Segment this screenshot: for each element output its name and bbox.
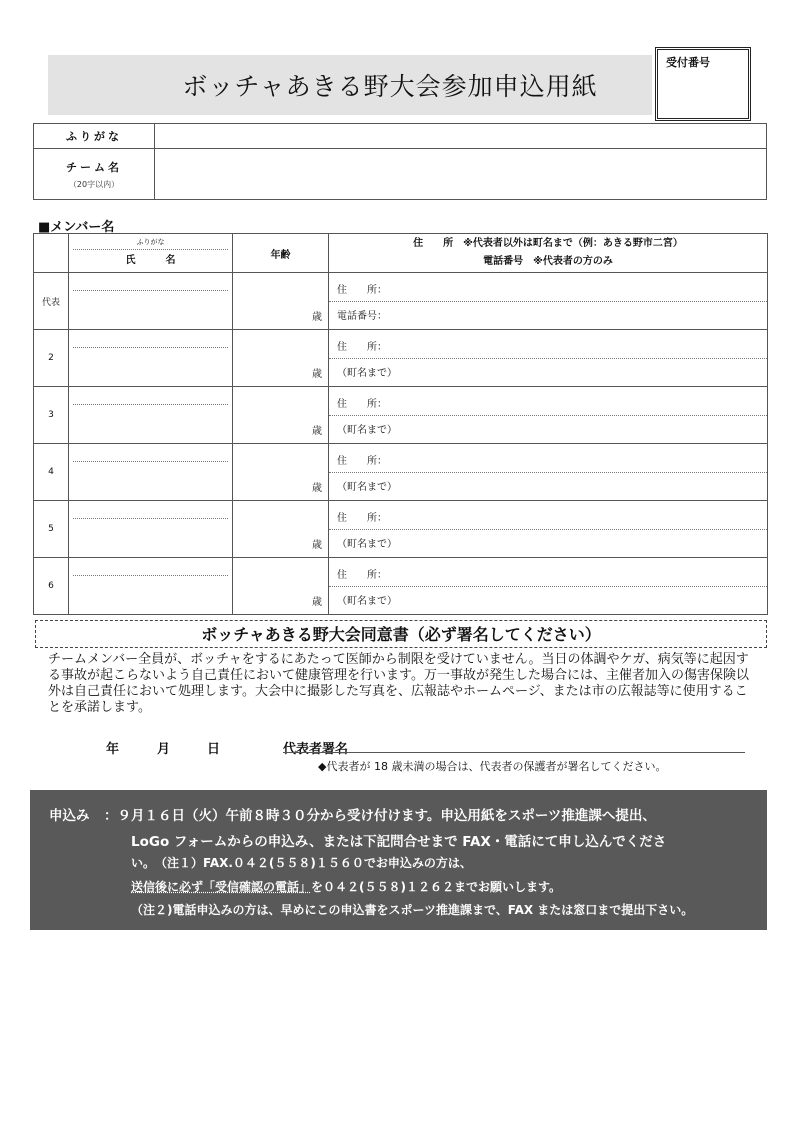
member-furigana-field[interactable] bbox=[73, 333, 228, 348]
member-name-field[interactable] bbox=[69, 405, 232, 440]
member-address-cell[interactable] bbox=[329, 330, 768, 387]
member-row bbox=[34, 330, 768, 387]
member-row bbox=[34, 501, 768, 558]
consent-title-box bbox=[35, 620, 767, 648]
apply-line-3: い。 （注１）FAX.０４２(５５８)１５６０でお申込みの方は、 bbox=[131, 856, 472, 870]
member-name-cell[interactable] bbox=[69, 273, 233, 330]
signature-line[interactable] bbox=[283, 752, 745, 753]
header-no bbox=[34, 234, 69, 273]
member-name-cell[interactable] bbox=[69, 501, 233, 558]
member-furigana-field[interactable] bbox=[73, 447, 228, 462]
team-name-note: （20字以内） bbox=[68, 179, 120, 189]
member-address-cell[interactable] bbox=[329, 387, 768, 444]
day-label: 日 bbox=[207, 742, 221, 757]
age-unit: 歳 bbox=[312, 369, 322, 380]
member-name-cell[interactable] bbox=[69, 387, 233, 444]
member-address-field[interactable]: 住 所： bbox=[329, 390, 767, 416]
member-number: 代表 bbox=[34, 273, 69, 330]
team-table bbox=[33, 123, 767, 200]
member-row bbox=[34, 387, 768, 444]
member-line2-field[interactable]: （町名まで） bbox=[337, 424, 397, 436]
header-address bbox=[329, 234, 768, 273]
team-name-label: チーム名 bbox=[66, 160, 122, 174]
member-address-field[interactable]: 住 所： bbox=[329, 561, 767, 587]
member-name-field[interactable] bbox=[69, 291, 232, 326]
member-name-field[interactable] bbox=[69, 519, 232, 554]
member-age-field[interactable] bbox=[233, 444, 329, 501]
member-name-cell[interactable] bbox=[69, 330, 233, 387]
member-number: 4 bbox=[34, 444, 69, 501]
age-unit: 歳 bbox=[312, 483, 322, 494]
member-address-field[interactable]: 住 所： bbox=[329, 447, 767, 473]
member-age-field[interactable] bbox=[233, 387, 329, 444]
receipt-number-box bbox=[655, 47, 751, 121]
member-row bbox=[34, 273, 768, 330]
member-line2-field[interactable]: 電話番号： bbox=[337, 310, 387, 322]
header-age: 年齢 bbox=[233, 234, 329, 273]
member-name-cell[interactable] bbox=[69, 444, 233, 501]
age-unit: 歳 bbox=[312, 312, 322, 323]
member-number: 2 bbox=[34, 330, 69, 387]
age-unit: 歳 bbox=[312, 597, 322, 608]
header-furigana: ふりがな bbox=[73, 235, 228, 250]
furigana-label: ふりがな bbox=[34, 124, 155, 149]
member-address-field[interactable]: 住 所： bbox=[329, 504, 767, 530]
year-label: 年 bbox=[106, 742, 120, 757]
header-name-label: 氏 名 bbox=[125, 254, 176, 266]
member-address-cell[interactable] bbox=[329, 558, 768, 615]
member-address-cell[interactable] bbox=[329, 444, 768, 501]
apply-line-2: LoGo フォームからの申込み、または下記問合せまで FAX・電話にて申し込んでくださ bbox=[131, 834, 667, 850]
month-label: 月 bbox=[157, 742, 171, 757]
member-address-cell[interactable] bbox=[329, 273, 768, 330]
team-furigana-field[interactable] bbox=[155, 124, 767, 149]
member-number: 6 bbox=[34, 558, 69, 615]
member-line2-field[interactable]: （町名まで） bbox=[337, 481, 397, 493]
member-number: 3 bbox=[34, 387, 69, 444]
member-row bbox=[34, 558, 768, 615]
apply-line-4-rest: を０４２(５５８)１２６２までお願いします。 bbox=[311, 880, 562, 894]
members-section-label: ■メンバー名 bbox=[38, 220, 115, 235]
consent-text: チームメンバー全員が、ボッチャをするにあたって医師から制限を受けていません。当日の体調やケガ、病気等に起因する事故が起こらないよう自己責任において健康管理を行います。万一事故が発生した場合には、主催者加入の傷害保険以外は自己責任において処理します。大会中に撮影した写真を、広報誌やホームページ、または市の広報誌等に使用することを承諾します。 bbox=[48, 652, 749, 715]
member-name-field[interactable] bbox=[69, 348, 232, 383]
team-name-label-cell bbox=[34, 149, 155, 200]
member-name-field[interactable] bbox=[69, 576, 232, 611]
apply-line-4 bbox=[131, 878, 561, 895]
member-line2-field[interactable]: （町名まで） bbox=[337, 367, 397, 379]
member-line2-field[interactable]: （町名まで） bbox=[337, 538, 397, 550]
member-address-cell[interactable] bbox=[329, 501, 768, 558]
member-age-field[interactable] bbox=[233, 501, 329, 558]
member-furigana-field[interactable] bbox=[73, 276, 228, 291]
member-line2-field[interactable]: （町名まで） bbox=[337, 595, 397, 607]
member-name-field[interactable] bbox=[69, 462, 232, 497]
age-unit: 歳 bbox=[312, 540, 322, 551]
apply-line-1: ：９月１６日（火）午前８時３０分から受け付けます。申込用紙をスポーツ推進課へ提出、 bbox=[104, 808, 656, 824]
member-furigana-field[interactable] bbox=[73, 504, 228, 519]
member-age-field[interactable] bbox=[233, 330, 329, 387]
header-phone-label: 電話番号 ※代表者の方のみ bbox=[483, 256, 613, 267]
member-number: 5 bbox=[34, 501, 69, 558]
receipt-number-label: 受付番号 bbox=[666, 56, 710, 69]
apply-label: 申込み bbox=[49, 808, 90, 824]
member-address-field[interactable]: 住 所： bbox=[329, 333, 767, 359]
member-row bbox=[34, 444, 768, 501]
age-unit: 歳 bbox=[312, 426, 322, 437]
signature-label: 代表者署名 bbox=[283, 742, 349, 757]
member-name-cell[interactable] bbox=[69, 558, 233, 615]
member-furigana-field[interactable] bbox=[73, 390, 228, 405]
team-name-field[interactable] bbox=[155, 149, 767, 200]
member-age-field[interactable] bbox=[233, 273, 329, 330]
member-furigana-field[interactable] bbox=[73, 561, 228, 576]
apply-line-5: （注２)電話申込みの方は、早めにこの申込書をスポーツ推進課まで、FAX または窓口まで提出下さい。 bbox=[131, 903, 694, 917]
header-name bbox=[69, 234, 233, 273]
title-band bbox=[48, 55, 652, 115]
member-age-field[interactable] bbox=[233, 558, 329, 615]
signature-note: ◆代表者が 18 歳未満の場合は、代表者の保護者が署名してください。 bbox=[318, 760, 667, 773]
members-table bbox=[33, 233, 768, 615]
consent-title: ボッチャあきる野大会同意書（必ず署名してください） bbox=[201, 625, 601, 644]
page-title: ボッチャあきる野大会参加申込用紙 bbox=[182, 72, 598, 101]
header-address-label: 住 所 ※代表者以外は町名まで（例：あきる野市二宮） bbox=[413, 238, 683, 249]
member-address-field[interactable]: 住 所： bbox=[329, 276, 767, 302]
application-info-box bbox=[30, 790, 767, 930]
apply-line-4-underlined: 送信後に必ず「受信確認の電話」 bbox=[131, 880, 312, 894]
